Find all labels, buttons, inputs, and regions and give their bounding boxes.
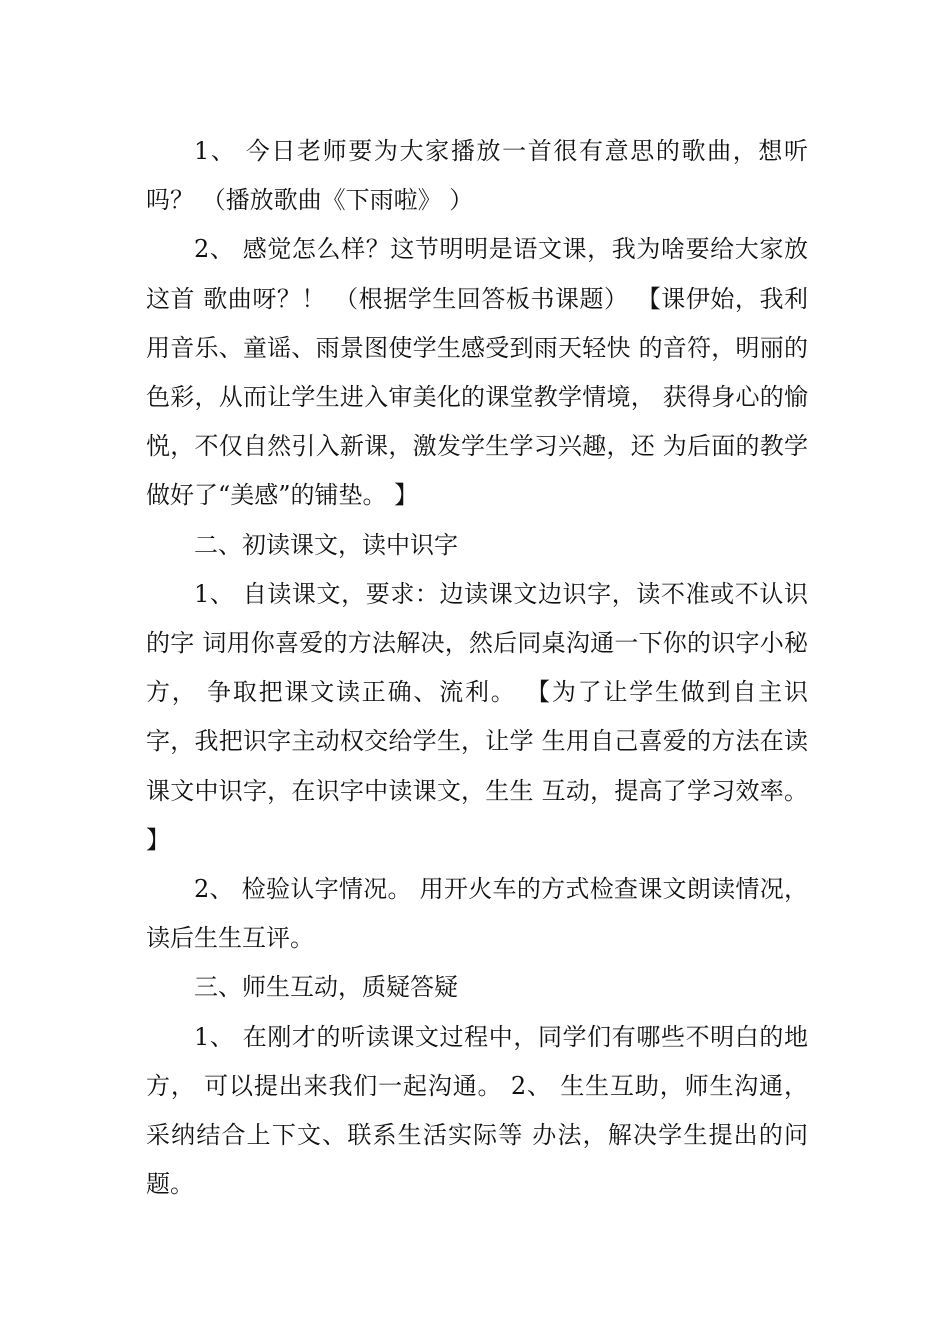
paragraph-intro-song: 1、 今日老师要为大家播放一首很有意思的歌曲，想听吗？ （播放歌曲《下雨啦》 ） [146,137,808,215]
document-body [146,127,808,1209]
paragraph-feeling-question: 2、 感觉怎么样？这节明明是语文课，我为啥要给大家放这首 歌曲呀？！ （根据学生回答板书课题） 【课伊始，我利用音乐、童谣、雨景图使学生感受到雨天轻快 的音符，明丽的色彩，从而让学生进入审美化的课堂教学情境， 获得身心的愉悦，不仅自然引入新课，激发学生学习兴趣，还 为后面的教学做好了“美感”的铺垫。 】 [146,235,808,510]
paragraph-check-recognition: 2、 检验认字情况。 用开火车的方式检查课文朗读情况，读后生生互评。 [146,875,808,953]
section-heading-interaction: 三、师生互动，质疑答疑 [194,973,458,1002]
paragraph-self-reading: 1、 自读课文，要求：边读课文边识字，读不准或不认识的字 词用你喜爱的方法解决，然后同桌沟通一下你的识字小秘方， 争取把课文读正确、流利。 【为了让学生做到自主识字，我把识字主动权交给学生，让学 生用自己喜爱的方法在读课文中识字，在识字中读课文，生生 互动，提高了学习效率。 】 [146,579,808,854]
section-heading-first-reading: 二、初读课文，读中识字 [194,530,458,559]
paragraph-questions: 1、 在刚才的听读课文过程中，同学们有哪些不明白的地方， 可以提出来我们一起沟通。 2、 生生互助，师生沟通，采纳结合上下文、联系生活实际等 办法，解决学生提出的问题。 [146,1022,808,1199]
